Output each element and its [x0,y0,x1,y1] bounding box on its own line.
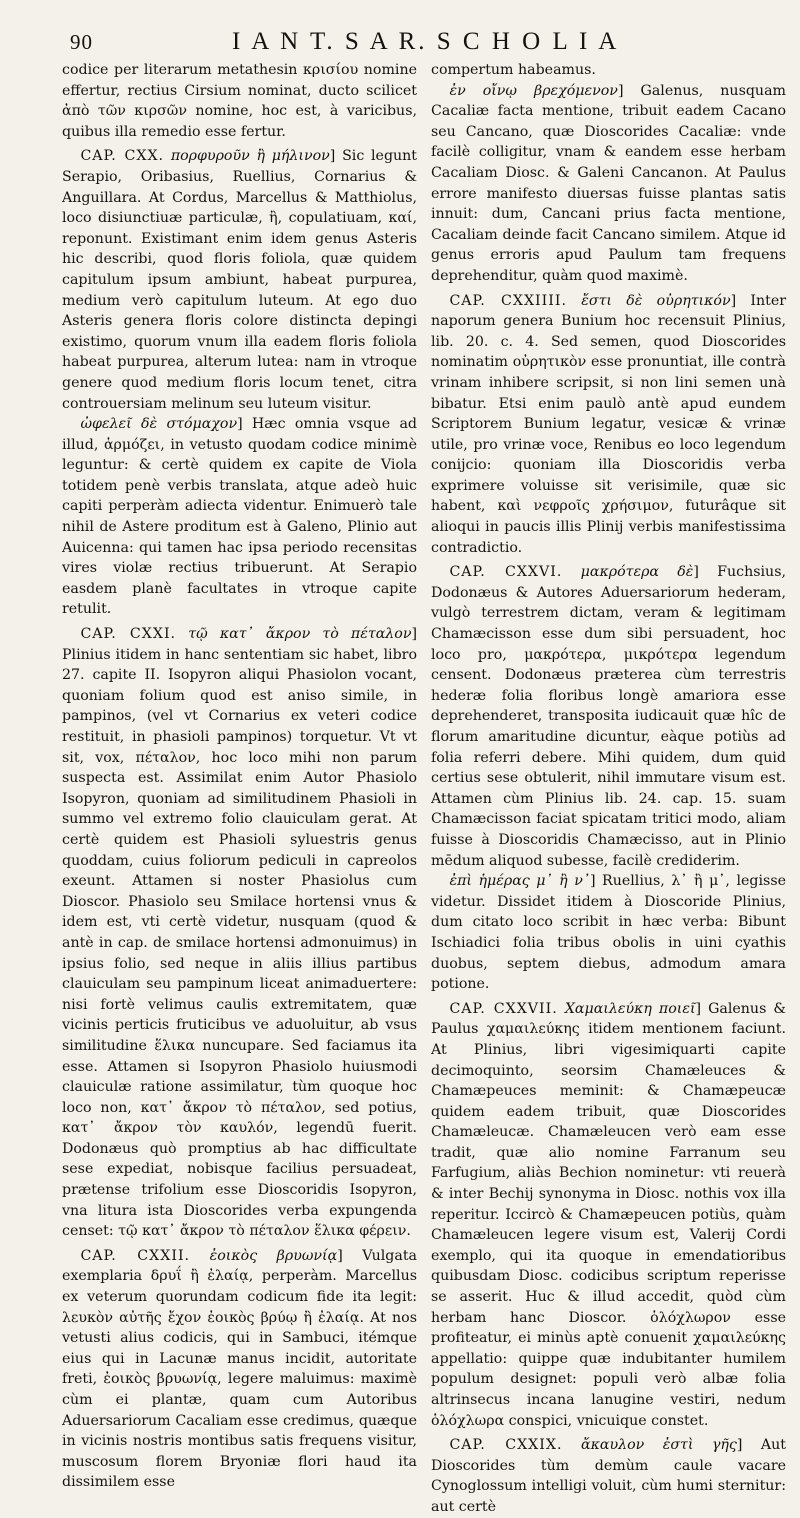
running-title: I A N T. S A R. S C H O L I A [232,28,620,55]
greek-lemma: ἐοικὸς βρυωνίᾳ [209,1247,338,1264]
paragraph [431,81,786,287]
chapter-label: CAP. CXXIIII. [449,292,567,309]
paragraph [62,60,417,142]
greek-lemma: ἔστι δὲ οὐρητικόν [581,292,731,309]
paragraph-text: ] Sic legunt Serapio, Oribasius, Ruellius, Cornarius & Anguillara. At Cordus, Marcellus & Matthiolus, loco disiunctiuæ particulæ, ἢ, copulatiuam, καί, reponunt. Existimant enim idem genus Asteris hic describi, quod floris foliola, quæ quidem capitulum ipsum ambiunt, habeat purpurea, medium verò capitulum luteum. At ego duo Asteris genera floris colore distincta depingi existimo, quorum vnum illa eadem floris foliola habeat purpurea, alterum lutea: nam in vtroque genere quod medium floris locum tenet, citra controuersiam melinum seu luteum visitur. [62,148,418,412]
paragraph [431,60,786,81]
text-columns [62,60,786,1518]
paragraph-text: ] Aut Dioscorides tùm demùm caule vacare Cynoglossum intelligi voluit, cùm humi sternitur: aut certè [431,1437,786,1515]
right-column [431,60,786,1518]
chapter-label: CAP. CXXII. [80,1247,191,1264]
paragraph-text: ] Inter naporum genera Bunium hoc recensuit Plinius, lib. 20. c. 4. Sed semen, quod Dioscorides nominatim οὐρητικὸν esse pronuntiat, ille contrà vrinam inhibere scripsit, si non lini semen unà bibatur. Etsi enim paulò antè apud eundem Scriptorem Bunium legatur, vesicæ & vrinæ utile, pro vrinæ voce, Renibus eo loco legendum conijcio: quoniam illa Dioscoridis verba exprimere voluisse sit verisimile, quæ sic habent, καὶ νεφροῖς χρήσιμον, futurâque sit alioqui in paucis illis Plinij verbis manifestissima contradictio. [431,292,787,556]
paragraph [62,414,417,620]
paragraph-text: ] Plinius itidem in hanc sententiam sic habet, libro 27. capite II. Isopyron aliqui Phasiolon vocant, quoniam folium quod est aniso simile, in pampinos, (vel vt Cornarius ex veteri codice restituit, in phasioli pampinos) torquetur. Vt vt sit, vox, πέταλον, hoc loco mihi non parum suspecta est. Assimilat enim Autor Phasiolo Isopyron, quoniam ad similitudinem Phasioli in summo vel extremo folio clauiculam gerat. At certè quidem est Phasioli syluestris genus quoddam, cuius foliorum pediculi in capreolos exeunt. Attamen si noster Phasiolus cum Dioscor. Phasiolo seu Smilace hortensi vnus & idem est, vti certè videtur, nusquam (quod & antè in cap. de smilace hortensi admonuimus) in ipsius folio, sed neque in aliis illius partibus clauiculam seu pampinum liceat animaduertere: nisi fortè velimus caulis extremitatem, quæ vicinis perticis fruticibus ve aduoluitur, ab vsus similitudine ἕλικα nuncupare. Sed faciamus ita esse. Attamen si Isopyron Phasiolo huiusmodi clauiculæ ratione assimilatur, tùm quoque hoc loco non, κατ᾽ ἄκρον τὸ πέταλον, sed potius, κατ᾽ ἄκρον τὸν καυλόν, legendū fuerit. Dodonæus quò promptius ab hac difficultate sese expediat, nobisque facilius persuadeat, prætense trifolium esse Dioscoridis Isopyron, vna litura ista Dioscorides verba expungenda censet: τῷ κατ᾽ ἄκρον τὸ πέταλον ἕλικα φέρειν. [62,626,418,1240]
greek-lemma: πορφυροῦν ἢ μήλινον [170,148,330,165]
greek-lemma: τῷ κατ᾽ ἄκρον τὸ πέταλον [188,626,412,643]
chapter-label: CAP. CXXVI. [449,564,563,581]
chapter-label: CAP. CXXIX. [449,1437,563,1454]
paragraph [431,562,786,871]
greek-lemma: ἄκαυλον ἐστὶ γῆς [581,1437,737,1454]
greek-lemma: ὠφελεῖ δὲ στόμαχον [80,416,238,433]
greek-lemma: Χαμαιλεύκη ποιεῖ [564,1000,696,1017]
paragraph-text: ] Galenus, nusquam Cacaliæ facta mentione, tribuit eadem Cacano seu Cancano, quæ Dioscorides Cacaliæ: vnde facilè colligitur, vnam & eandem esse herbam Cacaliam Diosc. & Galeni Cancanon. At Paulus errore manifesto diuersas fuisse plantas satis innuit: dum, Cancani prius facta mentione, Cacaliam deinde facit Cancano similem. Atque id genus erroris apud Paulum tam frequens deprehenditur, quàm quod maximè. [431,82,786,284]
paragraph-text: ] Fuchsius, Dodonæus & Autores Aduersariorum hederam, vulgò terrestrem dictam, veram & legitimam Chamæcisson esse dum sibi persuadent, hoc loco pro, μακρότερα, μικρότερα legendum censent. Dodonæus præterea cùm terrestris hederæ folia floribus longè amariora esse deprehenderet, transposita iudicauit quæ hîc de florum amaritudine dicuntur, eàque potiùs ad folia referri debere. Mihi quidem, dum quid certius sese obtulerit, nihil immutare visum est. Attamen cùm Plinius lib. 24. cap. 15. suam Chamæcisson faciat spicatam tritici modo, aliam fuisse à Dioscoridis Chamæcisso, aut in Plinio mēdum aliquod subesse, facilè crediderim. [431,564,786,869]
paragraph-text: ] Ruellius, λ᾽ ἢ μ᾽, legisse videtur. Dissidet itidem à Dioscoride Plinius, dum citato loco scribit in hæc verba: Bibunt Ischiadici folia tribus obolis in uini cyathis duobus, septem diebus, admodum amara potione. [431,873,786,993]
paragraph [62,1246,417,1493]
greek-lemma: μακρότερα δὲ [580,564,694,581]
paragraph [431,1435,786,1517]
paragraph-text: ] Hæc omnia vsque ad illud, ἁρμόζει, in vetusto quodam codice minimè leguntur: & certè quidem ex capite de Viola totidem penè verbis translata, atque adeò huic capiti perperàm adiecta videntur. Enimuerò tale nihil de Astere proditum est à Galeno, Plinio aut Auicenna: qui tamen hac ipsa periodo recensitas vires violæ rectius tribuerunt. At Serapio easdem planè facultates in vtroque capite retulit. [62,416,417,618]
paragraph-text: compertum habeamus. [431,62,596,78]
paragraph [431,999,786,1431]
paragraph-text: ] Galenus & Paulus χαμαιλεύκης itidem mentionem faciunt. At Plinius, libri vigesimiquarti capite decimoquinto, seorsim Chamæleuces & Chamæpeuces meminit: & Chamæpeucæ quidem eadem tribuit, quæ Dioscorides Chamæleucæ. Chamæleucen verò eam esse tradit, quæ alio nomine Farranum seu Farfugium, aliàs Bechion nominetur: vti reuerà & inter Bechij synonyma in Diosc. nothis vox illa reperitur. Iccircò & Chamæpeucen potiùs, quàm Chamæleucen legere visum est, Valerij Cordi exemplo, qui ita quoque in emendatioribus quibusdam Diosc. codicibus scriptum reperisse se asserit. Huc & illud accedit, quòd cùm herbam hanc Dioscor. ὁλόχλωρον esse profiteatur, ei minùs aptè conuenit χαμαιλεύκης appellatio: quippe quæ indubitanter humilem populum designet: populi verò albæ folia altrinsecus incana lanugine vestiri, nedum ὁλόχλωρα conspici, vnicuique constet. [431,1000,786,1429]
paragraph [62,624,417,1242]
paragraph-text: codice per literarum metathesin κρισίου nomine effertur, rectius Cirsium nominat, ducto scilicet ἀπὸ τῶν κιρσῶν nomine, hoc est, à varicibus, quibus illa remedio esse fertur. [62,62,417,140]
chapter-label: CAP. CXXI. [80,626,177,643]
paragraph [431,871,786,995]
paragraph [62,146,417,414]
greek-lemma: ἐπὶ ἡμέρας μ᾽ ἢ ν᾽ [449,873,590,890]
chapter-label: CAP. CXX. [80,148,165,165]
chapter-label: CAP. CXXVII. [449,1000,558,1017]
greek-lemma: ἐν οἴνῳ βρεχόμενον [449,82,618,99]
page-number: 90 [70,30,93,54]
paragraph [431,291,786,559]
page-header [62,26,786,60]
left-column [62,60,417,1518]
paragraph-text: ] Vulgata exemplaria δρυΐ ἢ ἐλαίᾳ, perperàm. Marcellus ex veterum quorundam codicum fide ita legit: λευκὸν αὐτῆς ἔχον ἐοικὸς βρύῳ ἢ ἐλαίᾳ. At nos vetusti alius codicis, qui in Sambuci, itémque eius qui in Lacunæ manus incidit, autoritate freti, ἐοικὸς βρυωνίᾳ, legere maluimus: maximè cùm ei plantæ, quam cum Autoribus Aduersariorum Cacaliam esse credimus, quæque in vicinis nostris montibus satis frequens visitur, muscosum florem Bryoniæ flori haud ita dissimilem esse [62,1247,417,1491]
